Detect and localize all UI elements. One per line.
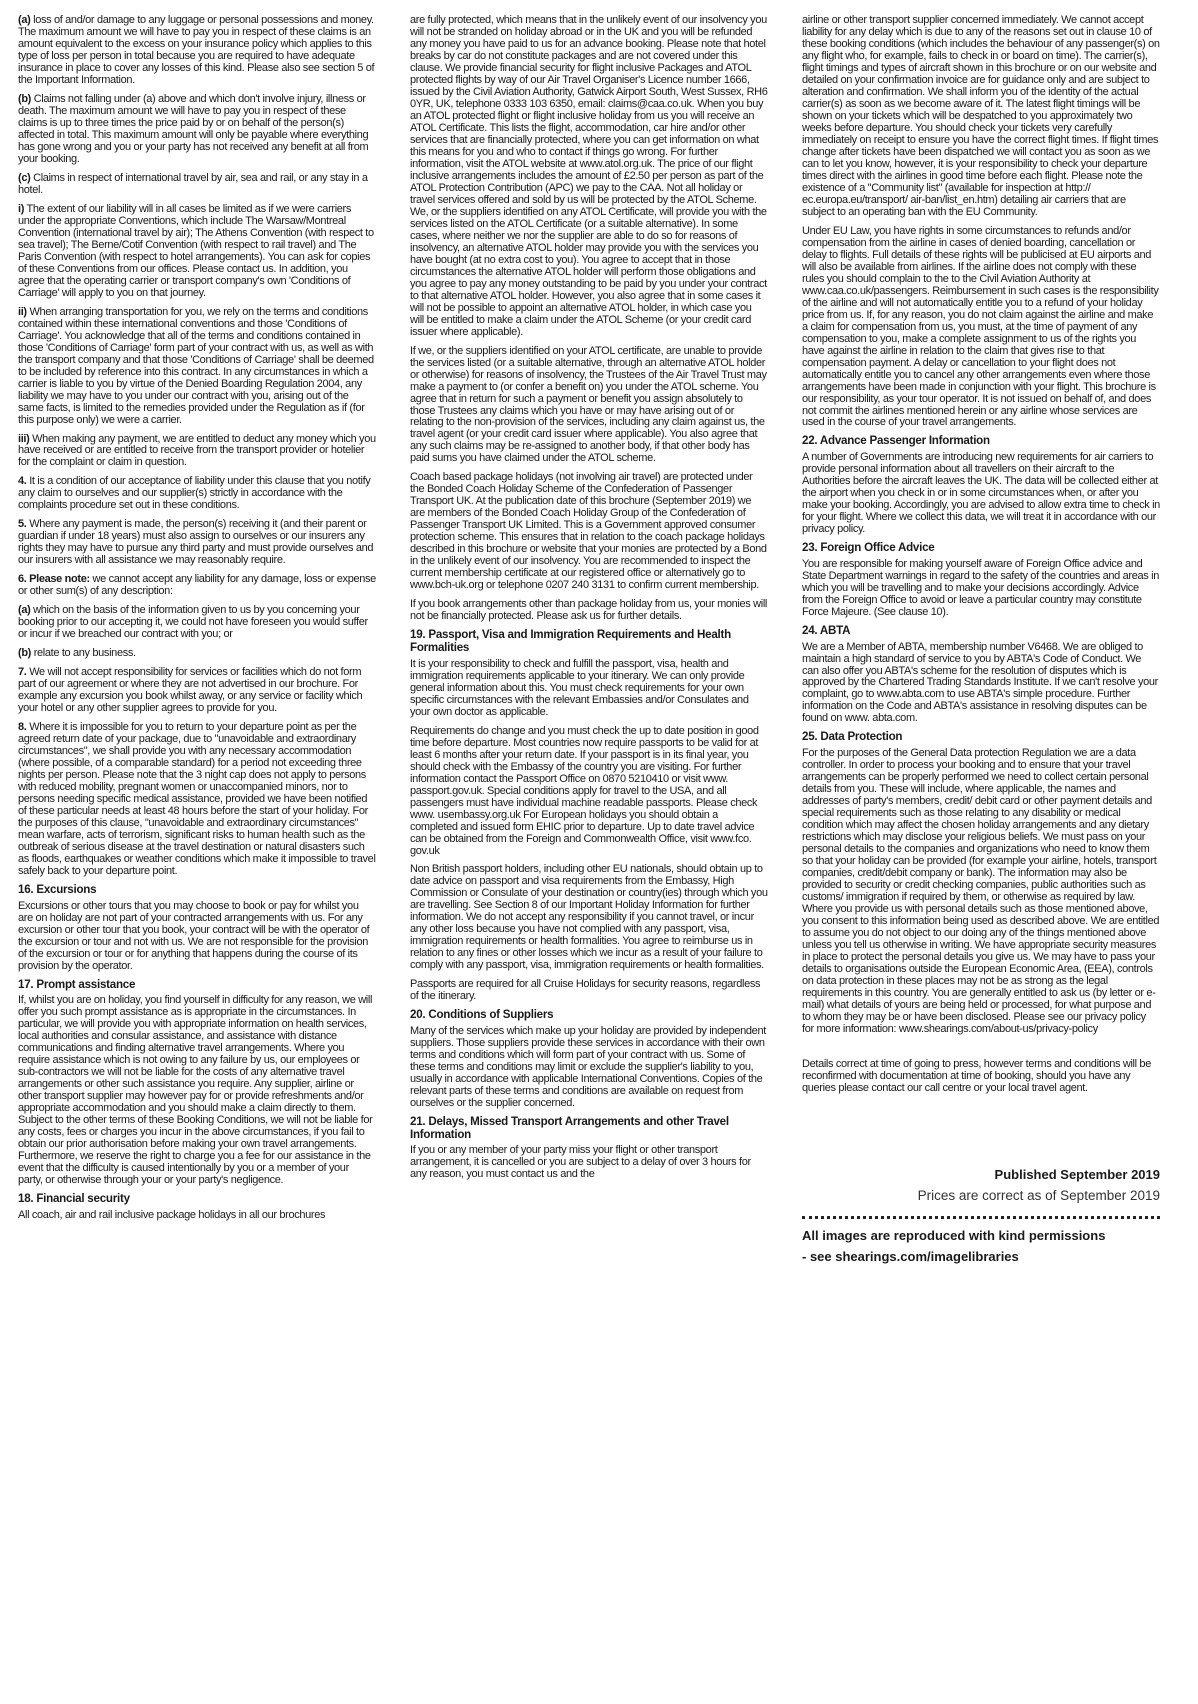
delays-text: If you or any member of your party miss your flight or other transport arrangement, it is cancelled or you are subject to a delay of over 3 hours for any reason, you must contact us and the xyxy=(410,1144,751,1181)
clause-3c-iii: iii) When making any payment, we are entitled to deduct any money which you have received or are entitled to receive from the transport provider or hotelier for the complaint or claim in question. xyxy=(18,432,376,469)
advance-passenger-text: A number of Governments are introducing new requirements for air carriers to provide personal information about all travellers on their aircraft to the Authorities before the aircraft leaves the UK. The data will be collected either at the airport when you check in or in some circumstances when, or after you make your booking. Accordingly, you are advised to allow extra time to check in for your flight. Where we collect this data, we will treat it in accordance with our privacy policy. xyxy=(802,451,1160,536)
heading-financial-security: 18. Financial security xyxy=(18,1192,130,1206)
financial-security-text: All coach, air and rail inclusive package holidays in all our brochures xyxy=(18,1208,326,1221)
clause-7: 7. We will not accept responsibility for services or facilities which do not form part of our agreement or where they are not advertised in our brochure. For example any excursion you book whilst away, or any service or facility which your hotel or any other supplier agrees to provide for you. xyxy=(18,666,363,715)
passport-text-1: It is your responsibility to check and fulfill the passport, visa, health and immigration requirements applicable to your itinerary. We can only provide general information about this. You must check requirements for your own specific circumstances with the relevant Embassies and/or Consulates and your own doctor as applicable. xyxy=(410,657,749,718)
clause-6a: (a) which on the basis of the information given to us by you concerning your booking prior to our accepting it, we could not have foreseen you would suffer or incur if we breached our contract with you; or xyxy=(18,604,368,641)
clause-3c: (c) Claims in respect of international travel by air, sea and rail, or any stay in a hotel. xyxy=(18,171,368,196)
clause-3b: (b) Claims not falling under (a) above and which don't involve injury, illness or death. The maximum amount we will have to pay you in respect of these claims is up to three times the price paid by or on behalf of the person(s) affected in total. This maximum amount will only be payable where everything has gone wrong and you or your party has not received any benefit at all from your booking. xyxy=(18,92,369,165)
non-package-text: If you book arrangements other than package holiday from us, your monies will not be financially protected. Please ask us for further details. xyxy=(410,598,768,623)
eu-law-text: Under EU Law, you have rights in some circumstances to refunds and/or compensation from the airline in cases of denied boarding, cancellation or delay to flights. Full details of these rights will be publicised at EU airports and will also be available from airlines. If the airline does not comply with these rules you should complain to the to the Civil Aviation Authority at www.caa.co.uk/passengers. Reimbursement in such cases is the responsibility of the airline and will not automatically entitle you to a refund of your holiday price from us. If, for any reason, you do not claim against the airline and make a claim for compensation from us, you must, at the time of payment of any compensation to you, make a complete assignment to us of the rights you have against the airline in relation to the claim that gives rise to that compensation payment. A delay or cancellation to your flight does not automatically entitle you to cancel any other arrangements even where those arrangements have been made in conjunction with your flight. This brochure is our responsibility, as your tour operator. It is not issued on behalf of, and does not commit the airlines mentioned herein or any airline whose services are used in the course of your travel arrangements. xyxy=(802,224,1159,429)
dotted-divider xyxy=(802,1216,1160,1219)
clause-8: 8. Where it is impossible for you to return to your departure point as per the agreed return date of your package, due to "unavoidable and extraordinary circumstances", we shall provide you with any necessary accommodation (where possible, of a comparable standard) for a period not exceeding three nights per person. Please note that the 3 night cap does not apply to persons with reduced mobility, pregnant women or unaccompanied minors, nor to persons needing specific medical assistance, provided we have been notified of these particular needs at least 48 hours before the start of your holiday. For the purposes of this clause, "unavoidable and extraordinary circumstances" mean warfare, acts of terrorism, significant risks to human health such as the outbreak of serious disease at the travel destination or natural disasters such as floods, earthquakes or weather conditions which make it impossible to travel safely back to your departure point. xyxy=(18,721,376,877)
prices-note: Prices are correct as of September 2019 xyxy=(917,1187,1160,1203)
image-credit-link: - see shearings.com/imagelibraries xyxy=(802,1248,1019,1264)
heading-prompt-assistance: 17. Prompt assistance xyxy=(18,977,136,991)
heading-abta: 24. ABTA xyxy=(802,623,851,637)
atol-text: are fully protected, which means that in the unlikely event of our insolvency you will not be stranded on holiday abroad or in the UK and you will be refunded any money you have paid to us for an advance booking. Please note that hotel breaks by car do not constitute packages and are not covered under this clause. We provide financial security for flight inclusive Packages and ATOL protected flights by way of our Air Travel Organiser's Licence number 1666, issued by the Civil Aviation Authority, Gatwick Airport South, West Sussex, RH6 0YR, UK, telephone 0333 103 6350, email: claims@caa.co.uk. When you buy an ATOL protected flight or flight inclusive holiday from us you will receive an ATOL Certificate. This lists the flight, accommodation, car hire and/or other services that are financially protected, where you can get information on what this means for you and who to contact if things go wrong. For further information, visit the ATOL website at www.atol.org.uk. The price of our flight inclusive arrangements includes the amount of £2.50 per person as part of the ATOL Protection Contribution (APC) we pay to the CAA. Not all holiday or travel services offered and sold by us will be protected by the ATOL Scheme. We, or the suppliers identified on any ATOL Certificate, will provide you with the services listed on the ATOL Certificate (or a suitable alternative). In some cases, where neither we nor the supplier are able to do so for reasons of insolvency, an alternative ATOL holder may provide you with the services you have bought (at no extra cost to you). You agree to accept that in those circumstances the alternative ATOL holder will perform those obligations and you agree to pay any money outstanding to be paid by you under your contract to that alternative ATOL holder. However, you also agree that in some cases it will not be possible to appoint an alternative ATOL holder, in which case you will be entitled to make a claim under the ATOL Scheme (or your credit card issuer where applicable). xyxy=(410,14,768,338)
heading-data-protection: 25. Data Protection xyxy=(802,730,903,744)
heading-excursions: 16. Excursions xyxy=(18,882,97,896)
heading-foreign-office: 23. Foreign Office Advice xyxy=(802,541,935,555)
heading-passport-visa: 19. Passport, Visa and Immigration Requirements and Health Formalities xyxy=(410,628,731,654)
clause-5: 5. Where any payment is made, the person(s) receiving it (and their parent or guardian if under 18 years) must also assign to ourselves or our insurers any rights they may have to pursue any third party and must provide ourselves and our insurers with all assistance we may reasonably require. xyxy=(18,518,374,567)
passport-text-3: Non British passport holders, including other EU nationals, should obtain up to date advice on passport and visa requirements from the Embassy, High Commission or Consulate of your destination or country(ies) through which you are travelling. See Section 8 of our Important Holiday Information for further information. We do not accept any responsibility if you cannot travel, or incur any other loss because you have not complied with any passport, visa, immigration requirements or health formalities. You agree to reimburse us in relation to any fines or other losses which we incur as a result of your failure to comply with any passport, visa, immigration requirements or health formalities. xyxy=(410,863,768,972)
passport-text-2: Requirements do change and you must check the up to date position in good time before departure. Most countries now require passports to be valid for at least 6 months after your return date. If your passport is in its final year, you should check with the Embassy of the country you are visiting. For further information contact the Passport Office on 0870 5210410 or visit www. passport.gov.uk. Special conditions apply for travel to the USA, and all passengers must have individual machine readable passports. Please check www. usembassy.org.uk For European holidays you should obtain a completed and issued form EHIC prior to departure. Up to date travel advice can be obtained from the Foreign and Commonwealth Office, visit www.fco. gov.uk xyxy=(410,724,759,857)
image-credit: All images are reproduced with kind permissions xyxy=(802,1227,1106,1243)
foreign-office-text: You are responsible for making yourself aware of Foreign Office advice and State Department warnings in regard to the safety of the countries and areas in which you will be travelling and to make your decisions accordingly. Advice from the Foreign Office to avoid or leave a particular country may constitute Force Majeure. (See clause 10). xyxy=(802,557,1159,618)
column-1 xyxy=(18,14,376,1698)
data-protection-text: For the purposes of the General Data protection Regulation we are a data controller. In order to process your booking and to ensure that your travel arrangements can be properly performed we need to collect certain personal details from you. These will include, where applicable, the names and addresses of party's members, credit/ debit card or other payment details and special requirements such as those relating to any disability or medical condition which may affect the chosen holiday arrangements and any dietary restrictions which may disclose your religious beliefs. We must pass on your personal details to the companies and organizations who need to know them so that your holiday can be provided (for example your airline, hotels, transport companies, credit/debit company or bank). The information may also be provided to security or credit checking companies, public authorities such as customs/ immigration if required by them, or otherwise as required by law. Where you provide us with personal details such as those mentioned above, you consent to this information being used as described above. We are entitled to assume you do not object to our doing any of the things mentioned above unless you tell us otherwise in writing. We have appropriate security measures in place to protect the personal details you give us. We may have to pass your details to organisations outside the European Economic Area, (EEA), controls on data protection in these places may not be as strong as the legal requirements in this country. You are generally entitled to ask us (by letter or e-mail) what details of yours are being held or processed, for what purpose and to whom they may be or have been disclosed. Please see our privacy policy for more information: www.shearings.com/about-us/privacy-policy xyxy=(802,747,1160,1035)
prompt-assistance-text: If, whilst you are on holiday, you find yourself in difficulty for any reason, we will offer you such prompt assistance as is appropriate in the circumstances. In particular, we will provide you with appropriate information on health services, local authorities and consular assistance, and assistance with distance communications and finding alternative travel arrangements. Where you require assistance which is not owing to any failure by us, our employees or sub-contractors we will not be liable for the costs of any alternative travel arrangements or other such assistance you require. Any supplier, airline or other transport supplier may however pay for or provide refreshments and/or appropriate accommodation and you should make a claim directly to them. Subject to the other terms of these Booking Conditions, we will not be liable for any costs, fees or charges you incur in the above circumstances, if you fail to obtain our prior authorisation before making your own travel arrangements. Furthermore, we reserve the right to charge you a fee for our assistance in the event that the difficulty is caused intentionally by you or a member of your party, or otherwise through your or your party's negligence. xyxy=(18,994,373,1187)
details-correct-text: Details correct at time of going to press, however terms and conditions will be reconfirmed with documentation at time of booking, should you have any queries please contact our call centre or your local travel agent. xyxy=(802,1057,1151,1094)
publication-footer xyxy=(802,1168,1160,1264)
clause-4: 4. It is a condition of our acceptance of liability under this clause that you notify any claim to ourselves and our supplier(s) strictly in accordance with the complaints procedure set out in these conditions. xyxy=(18,475,371,512)
abta-text: We are a Member of ABTA, membership number V6468. We are obliged to maintain a high standard of service to you by ABTA's Code of Conduct. We can also offer you ABTA's scheme for the resolution of disputes which is approved by the Chartered Trading Standards Institute. If we can't resolve your complaint, go to www.abta.com to use ABTA's simple procedure. Further information on the Code and ABTA's assistance in resolving disputes can be found on www. abta.com. xyxy=(802,640,1158,725)
heading-conditions-of-suppliers: 20. Conditions of Suppliers xyxy=(410,1008,554,1022)
column-2 xyxy=(410,14,768,1698)
excursions-text: Excursions or other tours that you may choose to book or pay for whilst you are on holiday are not part of your contracted arrangements with us. For any excursion or other tour that you book, your contract will be with the operator of the excursion or tour and not with us. We are not responsible for the provision of the excursion or tour or for anything that happens during the course of its provision by the operator. xyxy=(18,899,370,972)
coach-bond-text: Coach based package holidays (not involving air travel) are protected under the Bonded Coach Holiday Scheme of the Confederation of Passenger Transport UK. At the publication date of this brochure (September 2019) we are members of the Bonded Coach Holiday Group of the Confederation of Passenger Transport UK Limited. This is a Government approved consumer protection scheme. This ensures that in relation to the coach package holidays described in this brochure or website that your monies are protected by a Bond in the unlikely event of our insolvency. You are recommended to inspect the current membership certificate at our registered office or alternatively go to www.bch-uk.org or telephone 0207 240 3131 to confirm current membership. xyxy=(410,471,767,592)
published-date: Published September 2019 xyxy=(994,1166,1160,1182)
clause-3c-i: i) The extent of our liability will in all cases be limited as if we were carriers under the appropriate Conventions, which include The Warsaw/Montreal Convention (international travel by air); The Athens Convention (with respect to sea travel); The Berne/Cotif Convention (with respect to rail travel) and The Paris Convention (with respect to hotel arrangements). You can ask for copies of these Conventions from our offices. Please contact us. In addition, you agree that the operating carrier or transport company's own 'Conditions of Carriage' will apply to you on that journey. xyxy=(18,202,374,299)
spacer xyxy=(802,1042,1160,1058)
clause-3c-ii: ii) When arranging transportation for you, we rely on the terms and conditions contained within these international conventions and those 'Conditions of Carriage'. You acknowledge that all of the terms and conditions contained in those 'Conditions of Carriage' form part of your contract with us, as well as with the transport company and that those 'Conditions of Carriage' shall be deemed to be included by reference into this contract. In any circumstances in which a carrier is liable to you by virtue of the Denied Boarding Regulation 2004, any liability we may have to you under our contract with you, arising out of the same facts, is limited to the remedies provided under the Regulation as if (for this purpose only) we were a carrier. xyxy=(18,305,374,426)
atol-trust-text: If we, or the suppliers identified on your ATOL certificate, are unable to provide the services listed (or a suitable alternative, through an alternative ATOL holder or otherwise) for reasons of insolvency, the Trustees of the Air Travel Trust may make a payment to (or confer a benefit on) you under the ATOL scheme. You agree that in return for such a payment or benefit you assign absolutely to those Trustees any claims which you have or may have arising out of or relating to the non-provision of the services, including any claim against us, the travel agent (or your credit card issuer where applicable). You also agree that any such claims may be re-assigned to another body, if that other body has paid sums you have claimed under the ATOL scheme. xyxy=(410,344,767,465)
column-3 xyxy=(802,14,1160,1698)
suppliers-text: Many of the services which make up your holiday are provided by independent suppliers. Those suppliers provide these services in accordance with their own terms and conditions which will form part of your contract with us. Some of these terms and conditions may limit or exclude the supplier's liability to you, usually in accordance with applicable International Conventions. Copies of the relevant parts of these terms and conditions are available on request from ourselves or the supplier concerned. xyxy=(410,1025,766,1109)
passport-text-4: Passports are required for all Cruise Holidays for security reasons, regardless of the itinerary. xyxy=(410,978,761,1003)
terms-page xyxy=(18,6,1183,1698)
heading-delays: 21. Delays, Missed Transport Arrangements and other Travel Information xyxy=(410,1114,729,1141)
clause-6: 6. Please note: we cannot accept any liability for any damage, loss or expense or other sum(s) of any description: xyxy=(18,573,376,598)
delays-continued-text: airline or other transport supplier concerned immediately. We cannot accept liability for any delay which is due to any of the reasons set out in clause 10 of these booking conditions (which includes the behaviour of any passenger(s) on any flight who, for example, fails to check in or board on time). The carrier(s), flight timings and types of aircraft shown in this brochure or on our website and detailed on your confirmation invoice are for guidance only and are subject to alteration and confirmation. We shall inform you of the identity of the actual carrier(s) as soon as we become aware of it. The latest flight timings will be shown on your tickets which will be despatched to you approximately two weeks before departure. You should check your tickets very carefully immediately on receipt to ensure you have the correct flight times. If flight times change after tickets have been dispatched we will contact you as soon as we can to let you know, however, it is your responsibility to check your departure times direct with the airlines in good time before each flight. Please note the existence of a "Community list" (available for inspection at http:// ec.europa.eu/transport/ air-ban/list_en.htm) detailing air carriers that are subject to an operating ban with the EU Community. xyxy=(802,14,1160,218)
heading-advance-passenger-info: 22. Advance Passenger Information xyxy=(802,434,990,448)
clause-6b: (b) relate to any business. xyxy=(18,647,136,660)
clause-3a: (a) loss of and/or damage to any luggage or personal possessions and money. The maximum amount we will have to pay you in respect of these claims is an amount equivalent to the excess on your insurance policy which applies to this type of loss per person in total because you are required to have adequate insurance in place to cover any losses of this kind. Please also see section 5 of the Important Information. xyxy=(18,14,375,86)
